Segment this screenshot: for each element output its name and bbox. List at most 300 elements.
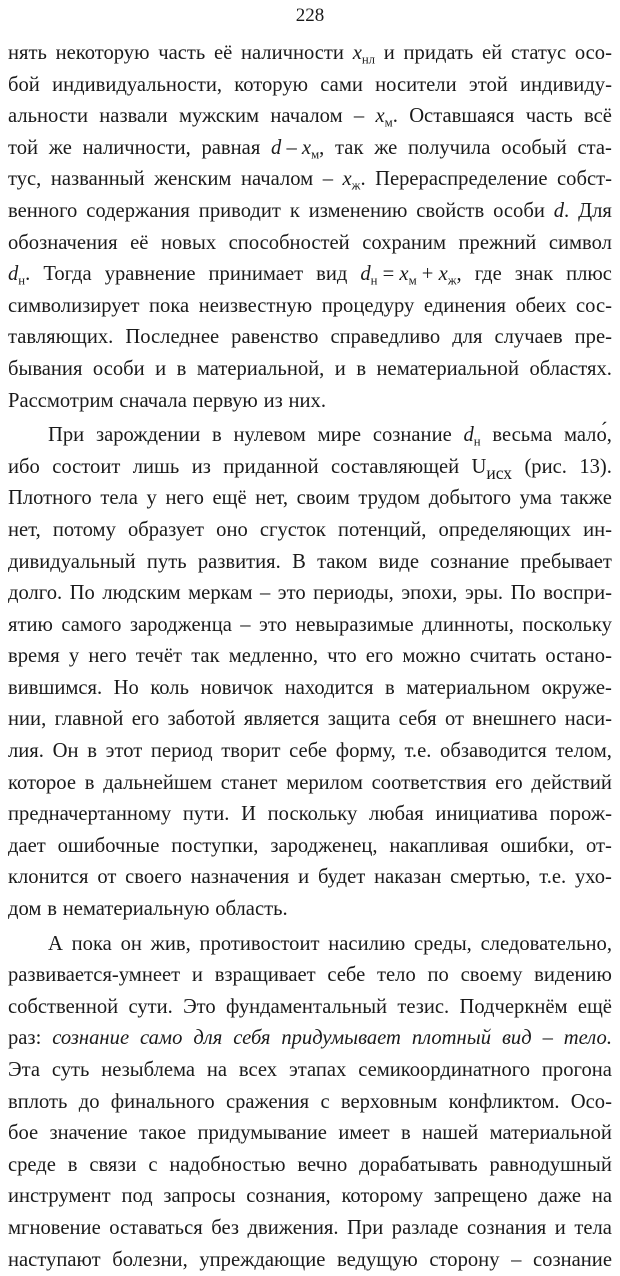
word: поступки,: [171, 834, 259, 857]
word: новичок: [200, 676, 274, 699]
text-line: [8, 386, 612, 418]
word: в: [84, 771, 95, 794]
text-line: [8, 862, 612, 894]
text-line: [8, 673, 612, 705]
word: вившимся.: [8, 676, 103, 699]
word: у: [68, 645, 80, 668]
word: без: [211, 1216, 239, 1239]
word: противостоит: [199, 932, 320, 955]
text-line: [8, 420, 612, 452]
word: накапливая: [389, 834, 489, 857]
word: $x_ж$.: [342, 168, 366, 193]
word: мире: [317, 424, 362, 447]
word: сохраним: [362, 231, 446, 254]
word: При: [347, 1216, 384, 1239]
word: себе: [327, 964, 366, 987]
word: из: [191, 455, 211, 478]
word: –: [353, 105, 365, 128]
word: альности: [8, 105, 88, 128]
word: на: [591, 1185, 612, 1208]
word: Для: [578, 199, 612, 222]
word: $x_м$.: [375, 105, 398, 130]
word: такое: [139, 1122, 187, 1145]
word: поскольку: [267, 803, 358, 826]
word: себе: [289, 740, 328, 763]
word: на: [206, 1059, 228, 1081]
word: себя: [398, 708, 437, 731]
word: Эта: [8, 1059, 40, 1081]
word: что: [327, 645, 357, 668]
word: придумывание: [197, 1122, 327, 1145]
word: дивидуальный: [8, 550, 136, 573]
word: вплоть: [8, 1090, 68, 1113]
word: тело.: [563, 1027, 612, 1050]
word: дорабатывать: [359, 1153, 478, 1176]
word: часть: [525, 105, 573, 128]
word: же: [48, 136, 72, 159]
word: ста-: [577, 136, 612, 159]
word: бывания: [8, 357, 83, 380]
word: тус,: [8, 168, 42, 191]
word: это: [277, 582, 306, 605]
word: той: [8, 136, 39, 159]
word: его: [131, 708, 160, 731]
word: изменению: [308, 199, 408, 222]
word: тавляющих.: [8, 326, 114, 349]
word: ошибочные: [57, 834, 160, 857]
word: $d_н = x_м + x_ж$,: [360, 263, 462, 288]
word: нет,: [255, 487, 289, 510]
word: можно: [402, 645, 461, 668]
word: вид: [316, 263, 348, 286]
word: них.: [288, 389, 327, 412]
word: бой: [8, 73, 40, 96]
word: всех: [238, 1059, 278, 1081]
word: среде: [8, 1153, 56, 1176]
text-line: [8, 641, 612, 673]
word: её: [130, 231, 149, 254]
word: нии,: [8, 708, 47, 731]
word: её: [213, 42, 233, 64]
word: раз:: [8, 1027, 42, 1050]
word: материальной: [489, 1122, 612, 1145]
word: лишь: [132, 455, 180, 478]
text-line: [8, 164, 612, 196]
word: придумывает: [281, 1027, 401, 1050]
word: где: [474, 263, 502, 286]
word: Это: [183, 995, 216, 1018]
word: дом: [8, 898, 42, 921]
word: так: [191, 645, 220, 668]
word: самого: [61, 613, 122, 636]
word: сознание: [533, 1248, 612, 1271]
word: –: [542, 1027, 553, 1050]
word: Рассмотрим: [8, 389, 114, 412]
word: само: [140, 1027, 183, 1050]
word: сторону: [429, 1248, 500, 1271]
word: сознания: [466, 1216, 547, 1239]
word: принимает: [208, 263, 304, 286]
word: видению: [534, 964, 612, 987]
text-line: [8, 1213, 612, 1245]
word: и: [383, 42, 395, 64]
text-line: [8, 515, 612, 547]
word: и: [334, 357, 346, 380]
word: до: [78, 1090, 100, 1113]
word: А: [48, 932, 63, 955]
word: наказан: [374, 866, 442, 889]
word: любая: [368, 803, 424, 826]
word: сознание: [372, 424, 452, 447]
word: в: [47, 898, 57, 921]
word: с: [320, 1090, 330, 1113]
word: развития.: [197, 550, 281, 573]
word: ухо-: [574, 866, 612, 889]
word: осо-: [574, 42, 612, 64]
word: равенство: [231, 326, 319, 349]
word: этой: [468, 73, 508, 96]
word: своим: [296, 487, 350, 510]
word: приданной: [223, 455, 319, 478]
word: упреждающие: [199, 1248, 326, 1271]
word: По: [510, 582, 536, 605]
word: сознание: [52, 1027, 130, 1050]
word: творит: [221, 740, 281, 763]
text-line: [8, 960, 612, 992]
word: зарождении: [95, 424, 201, 447]
word: вид: [501, 1027, 532, 1050]
text-line: [8, 1150, 612, 1182]
word: и: [554, 1216, 566, 1239]
text-line: [8, 133, 612, 165]
word: виде: [378, 550, 419, 573]
word: тезис.: [397, 995, 450, 1018]
word: ей: [482, 42, 503, 64]
word: в: [211, 424, 222, 447]
word: в: [176, 357, 187, 380]
word: наличности,: [82, 136, 191, 159]
word: потенций,: [338, 518, 427, 541]
word: периоды,: [313, 582, 394, 605]
page-number: 228: [295, 5, 325, 26]
word: нулевом: [233, 424, 306, 447]
word: в: [87, 740, 97, 763]
word: $U_{исх}$: [471, 455, 513, 483]
word: мерилом: [286, 771, 363, 794]
word: знак: [514, 263, 554, 286]
word: в: [401, 1122, 411, 1145]
word: надобностью: [169, 1153, 286, 1176]
word: окруже-: [541, 676, 612, 699]
word: единения: [423, 294, 506, 317]
text-line: [8, 1245, 612, 1276]
word: остано-: [545, 645, 612, 668]
word: $x_{нл}$: [352, 42, 376, 67]
word: венного: [8, 199, 78, 222]
text-line: [8, 736, 612, 768]
word: Но: [113, 676, 139, 699]
word: из: [263, 389, 283, 412]
text-line: [8, 322, 612, 354]
word: получила: [408, 136, 491, 159]
word: и: [191, 964, 203, 987]
word: прежний: [458, 231, 537, 254]
text-line: [8, 578, 612, 610]
word: клонится: [8, 866, 89, 889]
word: способностей: [228, 231, 350, 254]
word: добытого: [428, 487, 512, 510]
word: потому: [52, 518, 116, 541]
word: сражения: [225, 1090, 310, 1113]
text-line: [8, 1055, 612, 1087]
word: бое: [8, 1122, 39, 1145]
word: суть: [51, 1059, 90, 1081]
word: лия.: [8, 740, 44, 763]
word: является: [243, 708, 320, 731]
word: связи: [89, 1153, 137, 1176]
word: неизвестную: [198, 294, 313, 317]
word: придать: [403, 42, 474, 64]
word: материальной,: [196, 357, 325, 380]
word: ума: [519, 487, 552, 510]
word: плюс: [566, 263, 612, 286]
word: дает: [8, 834, 46, 857]
word: $d_н$.: [8, 263, 31, 288]
word: оно: [216, 518, 248, 541]
word: зародженец,: [270, 834, 378, 857]
word: защита: [327, 708, 391, 731]
word: прогона: [541, 1059, 612, 1081]
word: сознание: [430, 550, 510, 573]
word: пути.: [182, 803, 230, 826]
word: –: [511, 1248, 522, 1271]
word: нематериальной: [376, 357, 519, 380]
word: свойств: [416, 199, 485, 222]
word: к: [289, 199, 300, 222]
word: в: [67, 1153, 78, 1176]
word: (рис.: [524, 455, 567, 478]
word: весьма: [492, 424, 553, 447]
word: запрещено: [433, 1185, 528, 1208]
word: 13).: [579, 455, 612, 478]
word: В: [292, 550, 306, 573]
word: от: [97, 866, 117, 889]
text-line: [8, 1023, 612, 1055]
word: по: [427, 964, 449, 987]
word: значение: [49, 1122, 128, 1145]
text-line: [8, 291, 612, 323]
word: мало́,: [563, 424, 612, 447]
word: ведущую: [337, 1248, 418, 1271]
word: медленно,: [228, 645, 319, 668]
text-line: [8, 70, 612, 102]
word: наси-: [564, 708, 612, 731]
word: состоит: [52, 455, 121, 478]
word: сгусток: [259, 518, 326, 541]
word: с: [148, 1153, 158, 1176]
word: собственной: [8, 995, 119, 1018]
word: тела: [574, 1216, 612, 1239]
word: т.е.: [404, 740, 432, 763]
word: он: [120, 932, 142, 955]
word: также: [560, 487, 612, 510]
word: имеет: [338, 1122, 390, 1145]
word: конфликтом.: [448, 1090, 560, 1113]
word: Плотного: [8, 487, 92, 510]
word: некоторую: [55, 42, 150, 64]
word: меркам: [188, 582, 253, 605]
word: областях.: [529, 357, 612, 380]
word: Он: [52, 740, 79, 763]
text-line: [8, 101, 612, 133]
word: дальнейшем: [103, 771, 212, 794]
word: разладе: [391, 1216, 459, 1239]
word: незыблема: [101, 1059, 196, 1081]
word: названный: [50, 168, 145, 191]
word: материальном: [406, 676, 531, 699]
word: насилию: [328, 932, 406, 955]
word: от: [444, 708, 464, 731]
word: наличности: [240, 42, 344, 64]
word: составляющей: [331, 455, 460, 478]
word: Подчеркнём: [459, 995, 568, 1018]
word: равная: [201, 136, 261, 159]
text-line: [8, 610, 612, 642]
word: этапах: [288, 1059, 347, 1081]
word: инициатива: [435, 803, 538, 826]
word: особый: [501, 136, 567, 159]
word: символ: [548, 231, 612, 254]
text-line: [8, 992, 612, 1024]
word: –: [259, 582, 271, 605]
text-line: [8, 894, 612, 926]
word: тело: [377, 964, 416, 987]
word: новых: [160, 231, 217, 254]
word: уравнение: [104, 263, 196, 286]
word: сначала: [119, 389, 187, 412]
word: главной: [54, 708, 124, 731]
word: его: [365, 645, 394, 668]
word: телом,: [555, 740, 612, 763]
word: тела: [100, 487, 138, 510]
word: верховным: [340, 1090, 438, 1113]
text-line: [8, 831, 612, 863]
word: в: [356, 357, 367, 380]
word: началом: [270, 105, 343, 128]
text-line: [8, 1118, 612, 1150]
word: область.: [215, 898, 288, 921]
word: –: [240, 613, 251, 636]
text-line: [8, 799, 612, 831]
word: равнодушный: [489, 1153, 612, 1176]
word: наступают: [8, 1248, 101, 1271]
text-line: [8, 196, 612, 228]
word: $d_н$: [463, 424, 481, 449]
word: обзаводится: [440, 740, 547, 763]
word: станет: [220, 771, 278, 794]
word: ин-: [583, 518, 612, 541]
word: Последнее: [125, 326, 220, 349]
word: под: [121, 1185, 153, 1208]
word: оставаться: [109, 1216, 203, 1239]
text-line: [8, 483, 612, 515]
word: следовательно,: [480, 932, 612, 955]
word: началом: [240, 168, 314, 191]
word: женским: [154, 168, 232, 191]
word: заботой: [167, 708, 236, 731]
word: Оставшаяся: [409, 105, 515, 128]
word: носители: [375, 73, 457, 96]
word: болезни,: [112, 1248, 188, 1271]
word: которое: [8, 771, 76, 794]
word: d.: [553, 199, 570, 222]
word: действий: [531, 771, 612, 794]
word: и: [155, 357, 167, 380]
text-line: [8, 929, 612, 961]
word: трудом: [358, 487, 421, 510]
word: При: [48, 424, 85, 447]
word: ошибки,: [500, 834, 575, 857]
word: него: [165, 487, 204, 510]
word: содержания: [86, 199, 190, 222]
word: ещё: [577, 995, 612, 1018]
word: финального: [110, 1090, 215, 1113]
word: индивидуальности,: [52, 73, 222, 96]
word: статус: [510, 42, 567, 64]
word: мужским: [178, 105, 260, 128]
word: По: [69, 582, 95, 605]
word: это: [259, 613, 287, 636]
word: период: [150, 740, 213, 763]
word: своему: [460, 964, 523, 987]
word: соответствия: [371, 771, 487, 794]
word: сути.: [128, 995, 173, 1018]
word: пребывает: [520, 550, 612, 573]
word: форму,: [335, 740, 396, 763]
word: Осо-: [570, 1090, 612, 1113]
word: путь: [146, 550, 187, 573]
text-line: [8, 547, 612, 579]
text-line: [8, 768, 612, 800]
word: собст-: [557, 168, 612, 191]
word: назначения: [190, 866, 290, 889]
word: семикоординатного: [358, 1059, 531, 1081]
word: будет: [317, 866, 366, 889]
word: же: [374, 136, 398, 159]
word: порож-: [549, 803, 612, 826]
text-line: [8, 259, 612, 291]
word: него: [88, 645, 127, 668]
word: смертью,: [450, 866, 531, 889]
word: воспри-: [543, 582, 612, 605]
word: ибо: [8, 455, 40, 478]
word: таком: [317, 550, 368, 573]
word: так: [335, 136, 364, 159]
text-line: [8, 354, 612, 386]
word: для: [193, 1027, 223, 1050]
body-text: [8, 38, 612, 1276]
word: невыразимые: [295, 613, 414, 636]
word: вечно: [297, 1153, 348, 1176]
word: и: [298, 866, 310, 889]
word: длинноты,: [422, 613, 514, 636]
word: инструмент: [8, 1185, 111, 1208]
word: запросы: [163, 1185, 236, 1208]
word: первую: [192, 389, 258, 412]
word: приводит: [198, 199, 281, 222]
word: случаев: [494, 326, 563, 349]
word: считать: [469, 645, 537, 668]
